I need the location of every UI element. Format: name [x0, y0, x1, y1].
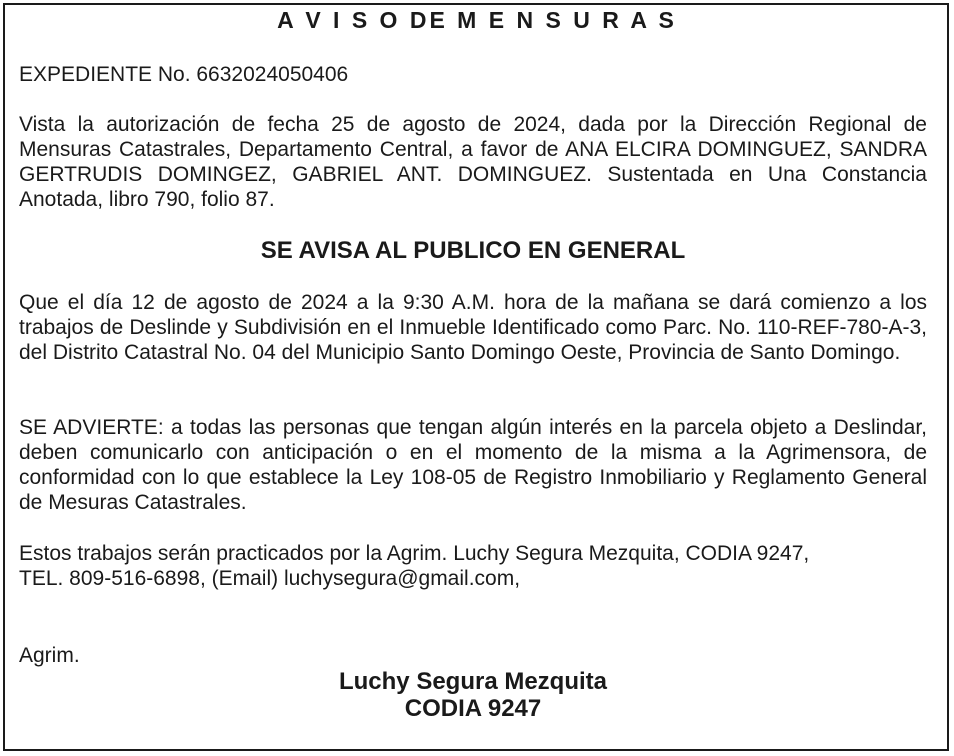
- works-paragraph: Que el día 12 de agosto de 2024 a la 9:30 A.M. hora de la mañana se dará comienzo a los trabajos de Deslinde y Subdivisión en el Inmueble Identificado como Parc. No. 110-REF-780-A-3, del Distrito Catastral No. 04 del Municipio Santo Domingo Oeste, Provincia de Santo Domingo.: [19, 291, 927, 364]
- signature-block: [19, 668, 927, 722]
- signature-name: Luchy Segura Mezquita: [338, 668, 608, 695]
- performer-block: [19, 541, 927, 591]
- contact-line: TEL. 809-516-6898, (Email) luchysegura@gmail.com,: [19, 567, 521, 590]
- notice-title: A V I S O DE M E N S U R A S: [277, 7, 677, 33]
- performer-paragraph: Estos trabajos serán practicados por la Agrim. Luchy Segura Mezquita, CODIA 9247,: [19, 542, 810, 565]
- signature-codia: CODIA 9247: [404, 695, 542, 722]
- expediente-number: EXPEDIENTE No. 6632024050406: [19, 63, 349, 86]
- public-notice-heading: SE AVISA AL PUBLICO EN GENERAL: [260, 237, 686, 264]
- closing-title: Agrim.: [19, 644, 80, 667]
- warning-paragraph: SE ADVIERTE: a todas las personas que tengan algún interés en la parcela objeto a Deslindar, deben comunicarlo con anticipación o en el momento de la misma a la Agrimensora, de conformidad con lo que establece la Ley 108-05 de Registro Inmobiliario y Reglamento General de Mesuras Catastrales.: [19, 416, 927, 514]
- authorization-paragraph: Vista la autorización de fecha 25 de agosto de 2024, dada por la Dirección Regional de Mensuras Catastrales, Departamento Central, a favor de ANA ELCIRA DOMINGUEZ, SANDRA GERTRUDIS DOMINGEZ, GABRIEL ANT. DOMINGUEZ. Sustentada en Una Constancia Anotada, libro 790, folio 87.: [19, 113, 927, 211]
